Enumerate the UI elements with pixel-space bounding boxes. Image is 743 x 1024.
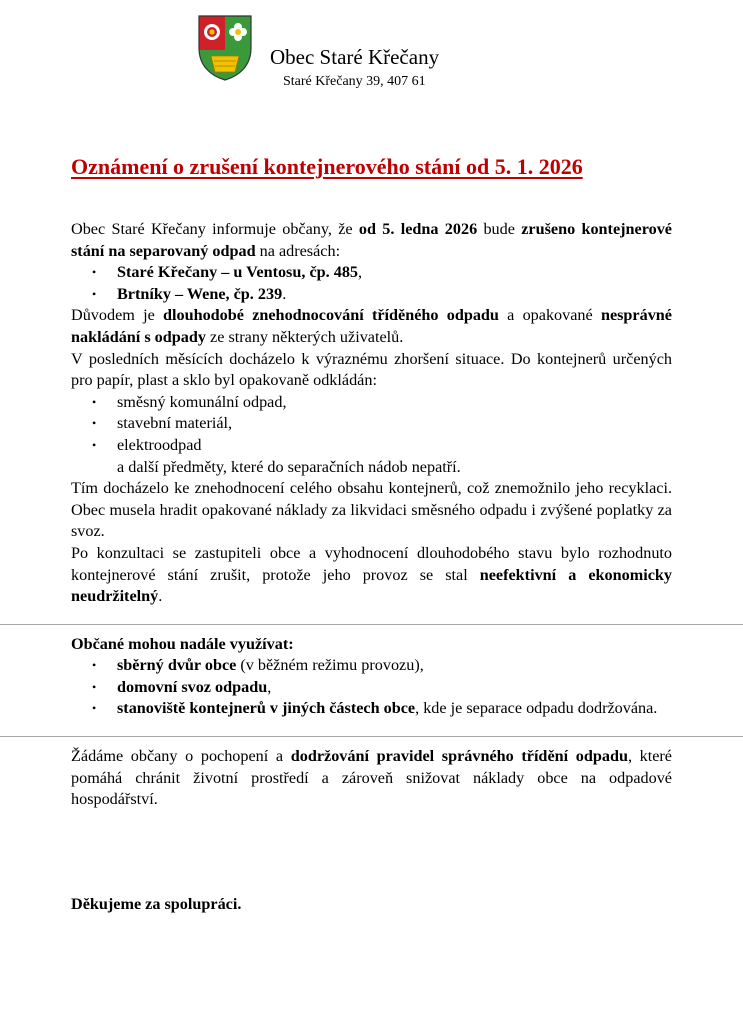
list-item: • směsný komunální odpad, — [117, 392, 672, 414]
waste-list — [71, 392, 672, 478]
decision-paragraph — [71, 543, 672, 608]
municipality-name: Obec Staré Křečany — [270, 45, 440, 69]
reason-paragraph — [71, 305, 672, 348]
alternative-name: domovní svoz odpadu — [117, 677, 268, 696]
reason-text: Důvodem je — [71, 306, 163, 325]
decision-text: Po konzultaci se zastupiteli obce a vyhodnocení dlouhodobého stavu bylo rozhodnuto kontejnerové stání zrušit, protože jeho provoz se stal — [71, 543, 672, 584]
reason-text: a opakované — [498, 306, 601, 325]
alternative-name: sběrný dvůr obce — [117, 656, 237, 675]
list-item — [117, 698, 672, 720]
alternative-note: , kde je separace odpadu dodržována. — [415, 699, 658, 718]
address-name: Staré Křečany – u Ventosu, čp. 485 — [117, 263, 359, 282]
reason-text: ze strany některých uživatelů. — [205, 327, 404, 346]
list-item: • elektroodpad — [117, 435, 672, 457]
alternatives-heading — [71, 634, 672, 656]
intro-highlight: zrušeno kontejnerové stání na separovaný odpad — [71, 220, 672, 260]
request-highlight: dodržování pravidel správného třídění odpadu — [290, 747, 628, 766]
decision-text: . — [158, 587, 163, 606]
request-paragraph — [71, 746, 672, 811]
announcement-title: Oznámení o zrušení kontejnerového stání od 5. 1. 2026 — [71, 154, 583, 179]
divider — [0, 736, 743, 737]
divider — [0, 624, 743, 625]
municipality-address: Staré Křečany 39, 407 61 — [283, 74, 426, 89]
request-text: Žádáme občany o pochopení a — [71, 747, 291, 766]
list-item-tail: a další předměty, které do separačních nádob nepatří. — [117, 457, 461, 476]
intro-paragraph — [71, 219, 672, 262]
alternative-note: (v běžném režimu provozu), — [236, 656, 424, 675]
announcement-body — [71, 219, 672, 811]
intro-text: na adresách: — [255, 241, 341, 260]
divider-wrap — [71, 736, 672, 737]
situation-paragraph: V posledních měsících docházelo k výraznému zhoršení situace. Do kontejnerů určených pro papír, plast a sklo byl opakovaně odkládán: — [71, 349, 672, 390]
address-list — [71, 262, 672, 305]
closing-thanks: Děkujeme za spolupráci. — [71, 895, 242, 913]
alternatives-list — [71, 655, 672, 720]
divider-wrap — [71, 624, 672, 625]
coat-of-arms-icon — [197, 14, 253, 82]
intro-date: od 5. ledna 2026 — [358, 220, 478, 238]
alternative-name: stanoviště kontejnerů v jiných částech obce — [117, 699, 416, 718]
address-name: Brtníky – Wene, čp. 239 — [117, 284, 283, 303]
address-punct: . — [282, 284, 287, 303]
decision-highlight: neefektivní a ekonomicky neudržitelný — [71, 565, 672, 606]
reason-highlight: dlouhodobé znehodnocování tříděného odpadu — [162, 306, 499, 325]
list-item — [117, 677, 672, 699]
address-punct: , — [358, 263, 363, 282]
intro-text: Obec Staré Křečany informuje občany, že — [71, 220, 359, 238]
consequence-paragraph: Tím docházelo ke znehodnocení celého obsahu kontejnerů, což znemožnilo jeho recyklaci. Obec musela hradit opakované náklady za likvidaci směsného odpadu i zvýšené poplatky za svoz. — [71, 479, 672, 541]
alternatives-heading-text: Občané mohou nadále využívat: — [71, 634, 294, 653]
alternative-note: , — [267, 677, 272, 696]
reason-highlight: nesprávné nakládání s odpady — [71, 306, 672, 346]
intro-text: bude — [477, 220, 522, 238]
list-item — [117, 655, 672, 677]
list-item: • stavební materiál, — [117, 413, 672, 435]
list-item — [117, 262, 672, 284]
request-text: , které pomáhá chránit životní prostředí a zároveň snižovat náklady obce na odpadové hospodářství. — [71, 747, 672, 809]
list-item — [117, 284, 672, 306]
